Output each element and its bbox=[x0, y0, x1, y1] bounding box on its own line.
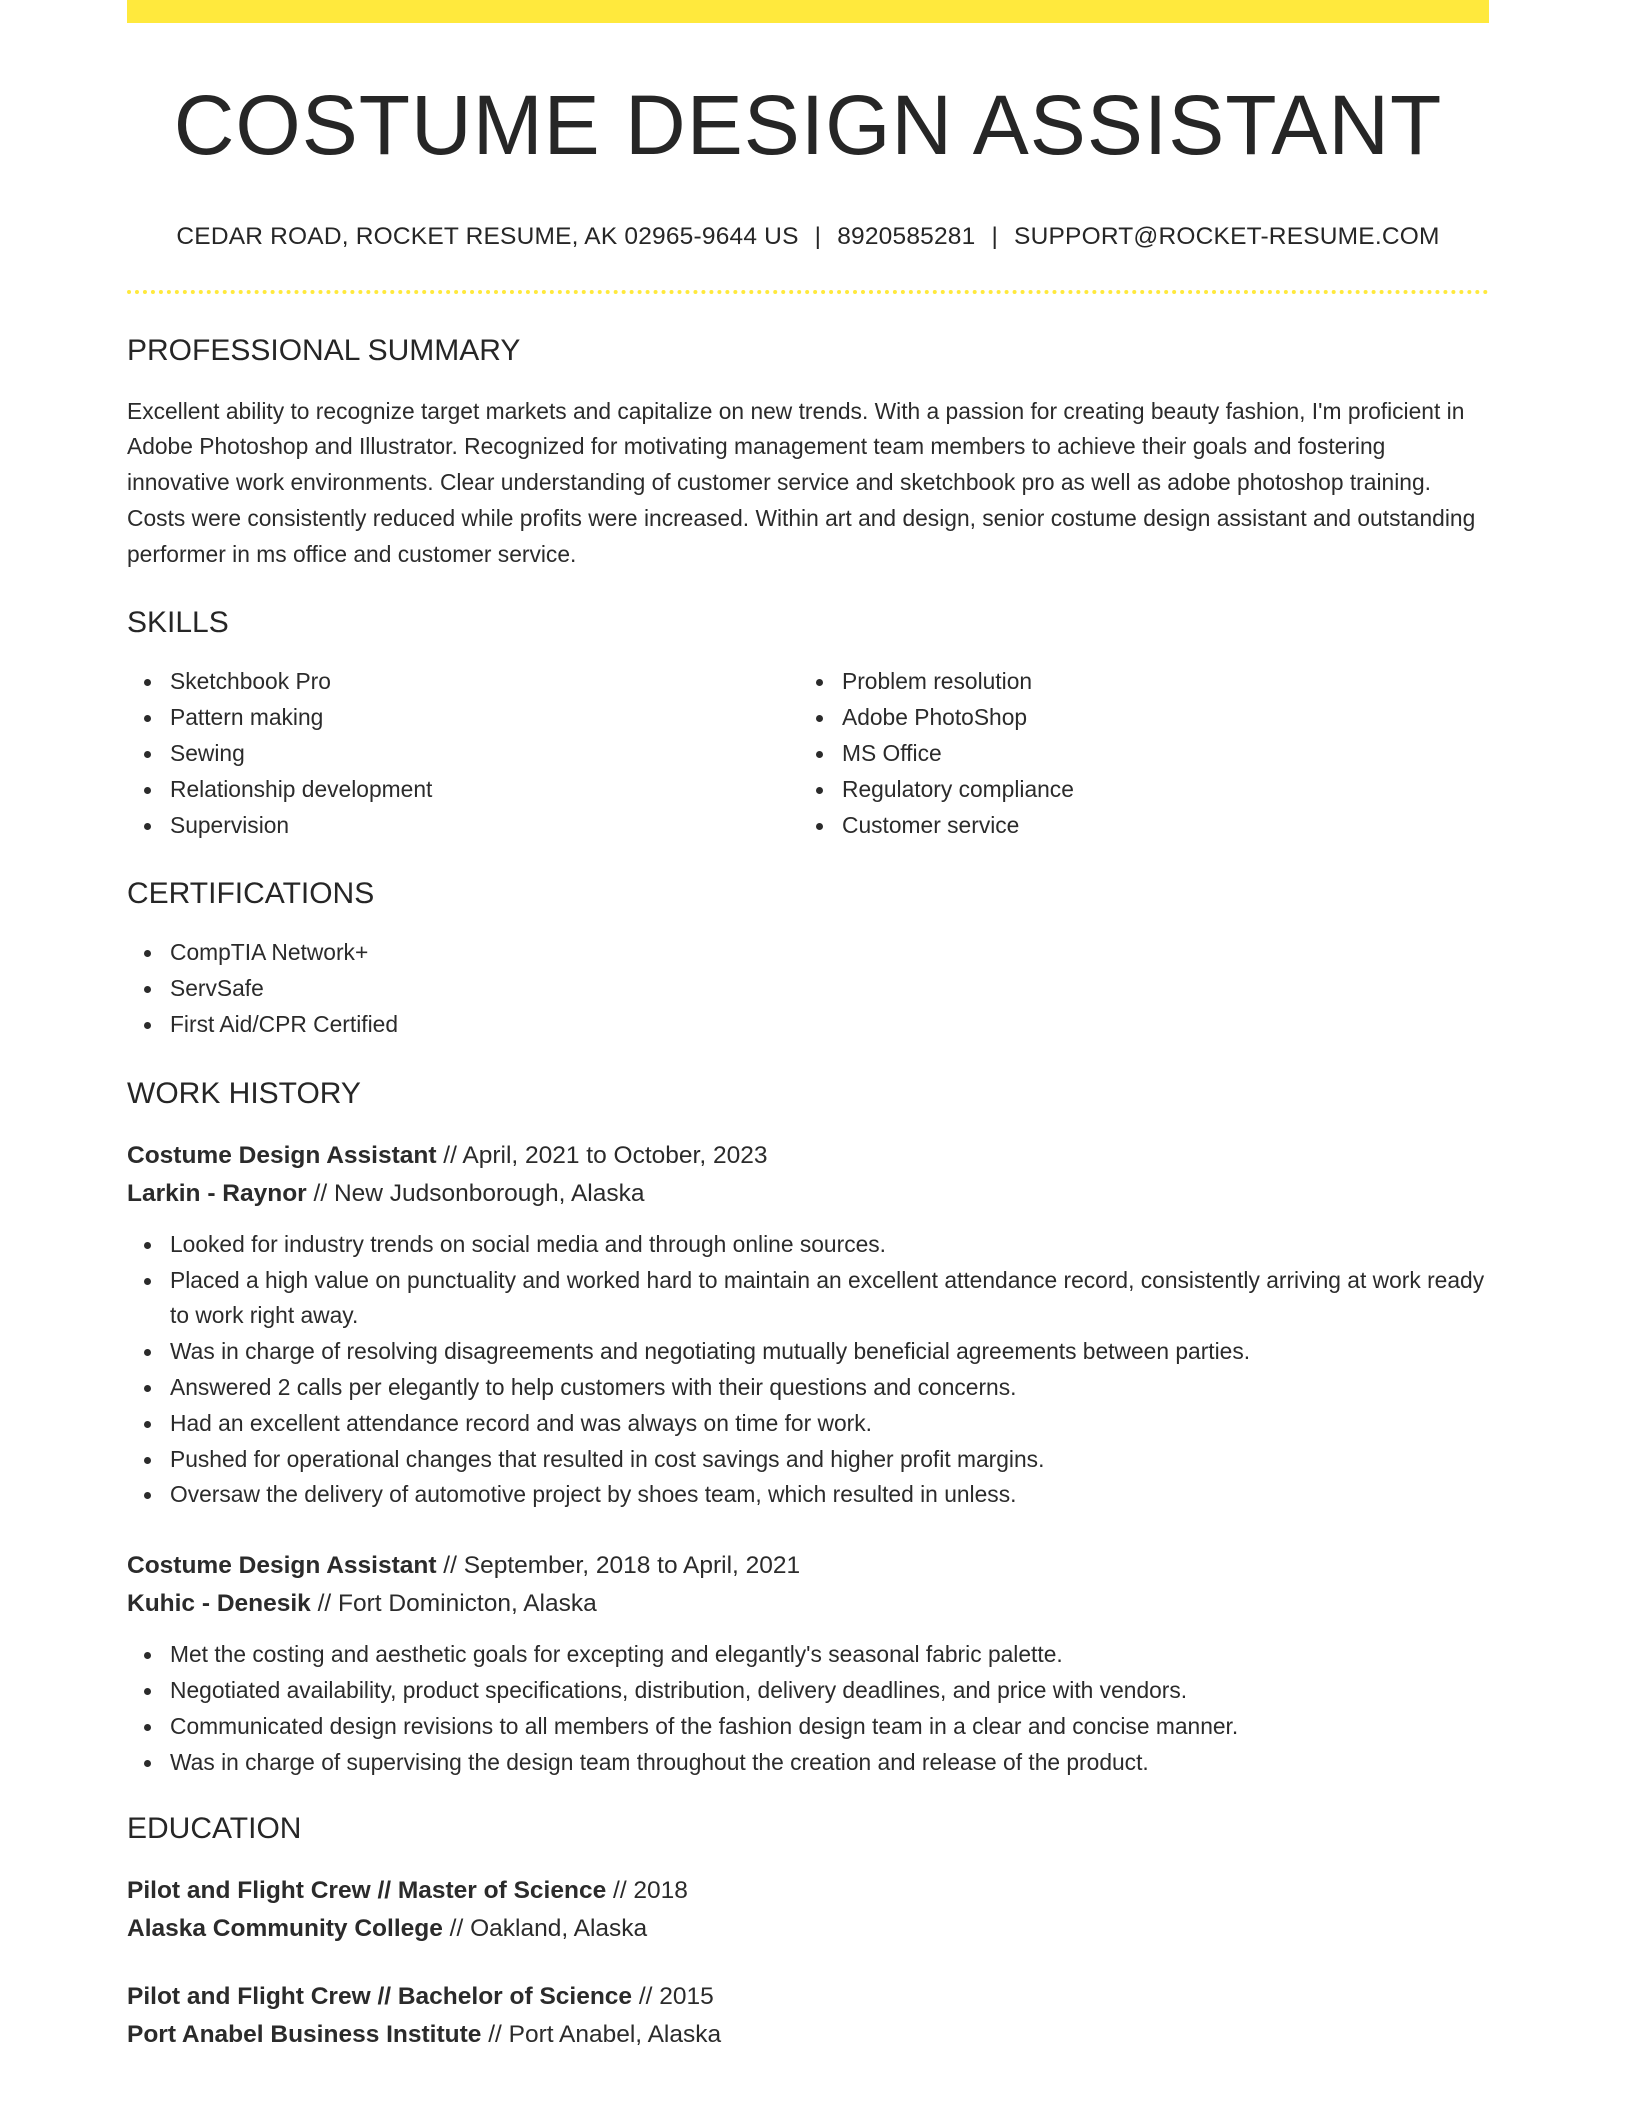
dotted-divider bbox=[127, 290, 1489, 294]
skill-item: Sketchbook Pro bbox=[170, 664, 799, 700]
skill-item: MS Office bbox=[842, 736, 1471, 772]
skill-item: Adobe PhotoShop bbox=[842, 700, 1471, 736]
job-title-line bbox=[127, 1547, 1489, 1585]
summary-text: Excellent ability to recognize target markets and capitalize on new trends. With a passion for creating beauty fashion, I'm proficient in Adobe Photoshop and Illustrator. Recognized for motivating management team members to achieve their goals and fostering innovative work environments. Clear understanding of customer service and sketchbook pro as well as adobe photoshop training. Costs were consistently reduced while profits were increased. Within art and design, senior costume design assistant and outstanding performer in ms office and customer service. bbox=[127, 397, 1476, 567]
job-entry bbox=[127, 1547, 1489, 1780]
degree-name: Pilot and Flight Crew // Bachelor of Science bbox=[127, 1983, 633, 2011]
job-location: // New Judsonborough, Alaska bbox=[306, 1179, 645, 1207]
summary-section bbox=[127, 333, 1489, 573]
contact-separator: | bbox=[991, 223, 999, 250]
job-dates: // April, 2021 to October, 2023 bbox=[436, 1141, 768, 1169]
certifications-heading: CERTIFICATIONS bbox=[127, 877, 375, 911]
skill-item: Regulatory compliance bbox=[842, 772, 1471, 808]
school-line bbox=[127, 2016, 1489, 2054]
skills-list-right bbox=[799, 664, 1471, 843]
school-name: Alaska Community College bbox=[127, 1915, 443, 1943]
school-name: Port Anabel Business Institute bbox=[127, 2021, 482, 2049]
job-bullet: Pushed for operational changes that resulted in cost savings and higher profit margins. bbox=[170, 1442, 1489, 1478]
job-title: Costume Design Assistant bbox=[127, 1552, 437, 1580]
job-company: Larkin - Raynor bbox=[127, 1179, 307, 1207]
skill-item: Problem resolution bbox=[842, 664, 1471, 700]
job-bullet: Answered 2 calls per elegantly to help customers with their questions and concerns. bbox=[170, 1370, 1489, 1406]
work-history-heading: WORK HISTORY bbox=[127, 1076, 361, 1110]
job-bullets bbox=[127, 1227, 1489, 1513]
skill-item: Supervision bbox=[170, 808, 799, 844]
skill-item: Pattern making bbox=[170, 700, 799, 736]
summary-heading: PROFESSIONAL SUMMARY bbox=[127, 333, 521, 367]
resume-title: COSTUME DESIGN ASSISTANT bbox=[173, 78, 1443, 172]
job-bullet: Had an excellent attendance record and was always on time for work. bbox=[170, 1406, 1489, 1442]
job-title: Costume Design Assistant bbox=[127, 1141, 437, 1169]
job-dates: // September, 2018 to April, 2021 bbox=[436, 1552, 801, 1580]
certification-item: First Aid/CPR Certified bbox=[170, 1007, 1489, 1043]
degree-name: Pilot and Flight Crew // Master of Science bbox=[127, 1877, 607, 1905]
skills-grid bbox=[127, 664, 1489, 843]
skills-section bbox=[127, 608, 1489, 843]
education-section bbox=[127, 1814, 1489, 2054]
degree-entry bbox=[127, 1872, 1489, 1948]
school-line bbox=[127, 1910, 1489, 1948]
job-location: // Fort Dominicton, Alaska bbox=[310, 1590, 597, 1618]
job-bullet: Was in charge of resolving disagreements and negotiating mutually beneficial agreements between parties. bbox=[170, 1334, 1489, 1370]
job-bullets bbox=[127, 1637, 1489, 1780]
skill-item: Relationship development bbox=[170, 772, 799, 808]
job-company: Kuhic - Denesik bbox=[127, 1590, 311, 1618]
job-bullet: Oversaw the delivery of automotive project by shoes team, which resulted in unless. bbox=[170, 1477, 1489, 1513]
skills-heading: SKILLS bbox=[127, 606, 229, 640]
degree-year: // 2018 bbox=[606, 1877, 688, 1905]
contact-separator: | bbox=[814, 223, 822, 250]
certifications-list bbox=[127, 935, 1489, 1042]
school-location: // Oakland, Alaska bbox=[442, 1915, 648, 1943]
degree-line bbox=[127, 1872, 1489, 1910]
contact-phone: 8920585281 bbox=[837, 223, 976, 250]
top-accent-bar bbox=[127, 0, 1489, 23]
skills-column-left bbox=[127, 664, 799, 843]
work-history-section bbox=[127, 1076, 1489, 1781]
degree-line bbox=[127, 1978, 1489, 2016]
job-entry bbox=[127, 1137, 1489, 1513]
job-bullet: Was in charge of supervising the design team throughout the creation and release of the product. bbox=[170, 1745, 1489, 1781]
job-bullet: Communicated design revisions to all members of the fashion design team in a clear and concise manner. bbox=[170, 1709, 1489, 1745]
skills-list-left bbox=[127, 664, 799, 843]
skill-item: Sewing bbox=[170, 736, 799, 772]
degree-year: // 2015 bbox=[632, 1983, 714, 2011]
contact-address: CEDAR ROAD, ROCKET RESUME, AK 02965-9644 US bbox=[176, 223, 799, 250]
degree-entry bbox=[127, 1978, 1489, 2054]
job-company-line bbox=[127, 1175, 1489, 1213]
skill-item: Customer service bbox=[842, 808, 1471, 844]
job-bullet: Negotiated availability, product specifications, distribution, delivery deadlines, and price with vendors. bbox=[170, 1673, 1489, 1709]
contact-email: SUPPORT@ROCKET-RESUME.COM bbox=[1014, 223, 1440, 250]
job-bullet: Looked for industry trends on social media and through online sources. bbox=[170, 1227, 1489, 1263]
certification-item: ServSafe bbox=[170, 971, 1489, 1007]
certifications-section bbox=[127, 879, 1489, 1042]
job-bullet: Met the costing and aesthetic goals for excepting and elegantly's seasonal fabric palette. bbox=[170, 1637, 1489, 1673]
job-bullet: Placed a high value on punctuality and worked hard to maintain an excellent attendance record, consistently arriving at work ready to work right away. bbox=[170, 1263, 1489, 1335]
job-company-line bbox=[127, 1585, 1489, 1623]
certification-item: CompTIA Network+ bbox=[170, 935, 1489, 971]
school-location: // Port Anabel, Alaska bbox=[481, 2021, 722, 2049]
job-title-line bbox=[127, 1137, 1489, 1175]
skills-column-right bbox=[799, 664, 1471, 843]
contact-line bbox=[127, 225, 1489, 250]
resume-page bbox=[127, 0, 1489, 2054]
education-heading: EDUCATION bbox=[127, 1812, 302, 1846]
